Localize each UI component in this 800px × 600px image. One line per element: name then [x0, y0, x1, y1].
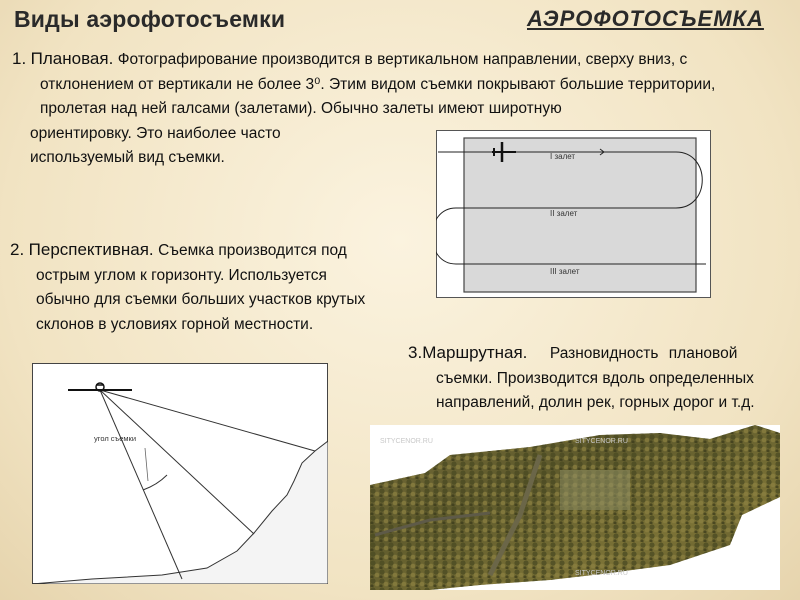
section-text-line: пролетая над ней галсами (залетами). Обычно залеты имеют широтную — [40, 100, 562, 117]
section-route — [408, 341, 784, 416]
section-text-line: обычно для съемки больших участков крутых — [36, 291, 366, 308]
section-text-line: Съемка производится под — [158, 242, 347, 259]
section-text-line: съемки. Производится вдоль определенных — [436, 369, 754, 387]
title-bar — [0, 0, 800, 42]
section-text-line: отклонением от вертикали не более 3⁰. Этим видом съемки покрывают большие территории, — [40, 75, 716, 93]
flight-label-3: III залет — [550, 267, 580, 276]
photo-watermark: SITYCENOR.RU — [380, 438, 433, 445]
section-perspective — [10, 238, 405, 337]
section-heading: Маршрутная. — [422, 343, 528, 362]
photo-watermark: SITYCENOR.RU — [575, 438, 628, 445]
section-text-line: острым углом к горизонту. Используется — [36, 266, 327, 284]
section-text-line: склонов в условиях горной местности. — [36, 315, 314, 333]
section-number: 1. — [12, 49, 27, 68]
flight-lines-diagram — [436, 130, 711, 298]
angle-label: угол съемки — [94, 434, 137, 443]
slide-title: Виды аэрофотосъемки — [14, 6, 286, 32]
survey-area — [464, 138, 696, 292]
section-text-line: Фотографирование производится в вертикальном направлении, сверху вниз, с — [117, 51, 688, 68]
section-text-line: направлений, долин рек, горных дорог и т.д. — [436, 394, 755, 411]
section-number: 2. — [10, 240, 25, 259]
section-text-line: используемый вид съемки. — [30, 149, 225, 166]
section-text-line: Разновидность плановой — [549, 345, 738, 362]
section-heading: Перспективная. — [28, 240, 154, 259]
section-heading: Плановая. — [30, 49, 114, 68]
section-header: АЭРОФОТОСЪЕМКА — [527, 6, 764, 31]
flight-label-1: I залет — [550, 152, 576, 161]
photo-watermark: SITYCENOR.RU — [575, 570, 628, 577]
section-number: 3. — [408, 343, 423, 362]
flight-label-2: II залет — [550, 209, 578, 218]
village-block — [560, 470, 630, 510]
perspective-angle-diagram — [32, 363, 328, 584]
section-text-line: ориентировку. Это наиболее часто — [30, 124, 281, 142]
aerial-photo-mosaic — [370, 425, 780, 590]
